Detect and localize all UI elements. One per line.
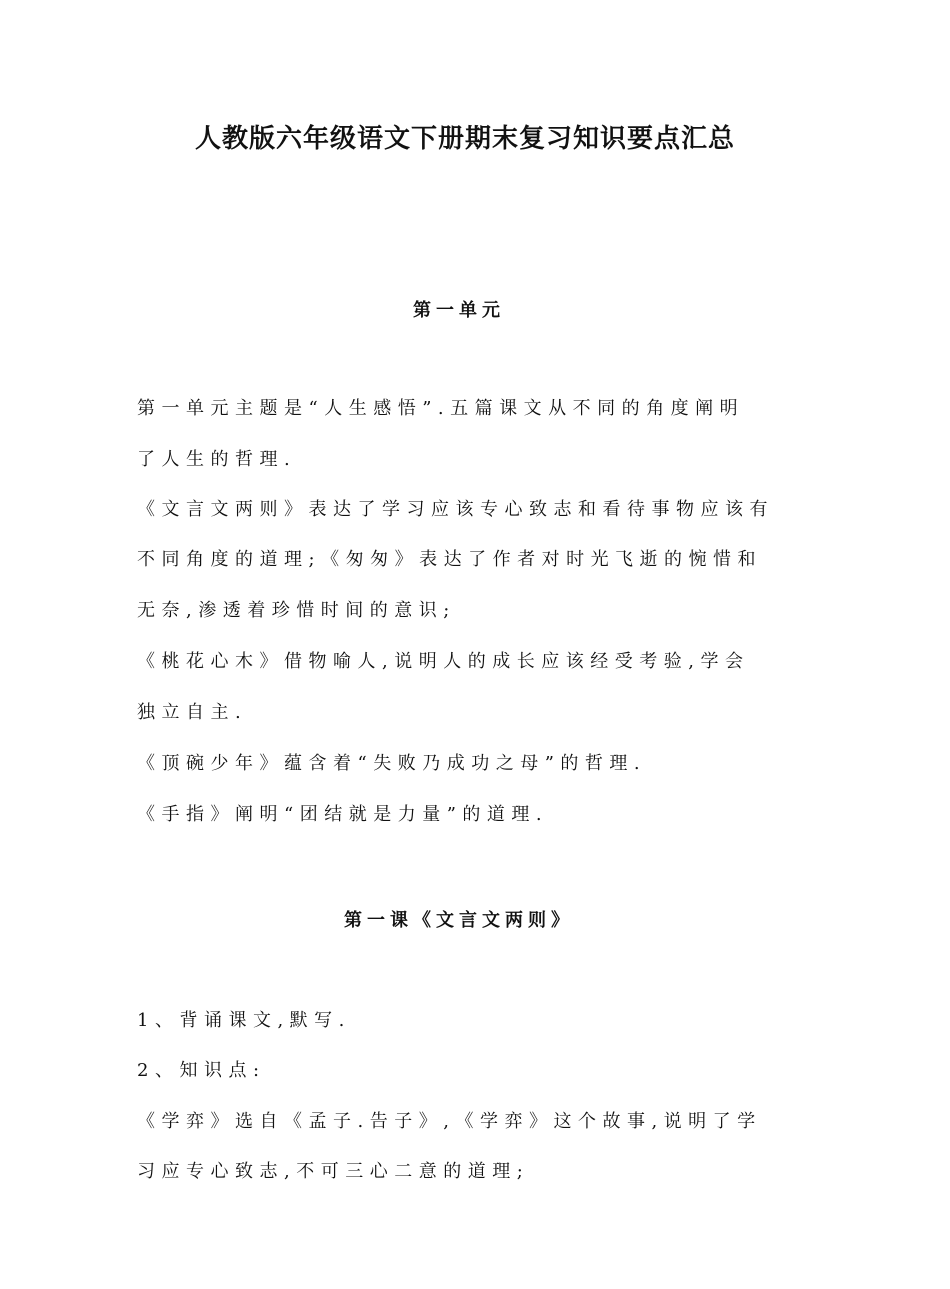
unit-paragraph-line: 《桃花心木》借物喻人,说明人的成长应该经受考验,学会 — [137, 651, 750, 672]
unit-paragraph-line: 不同角度的道理;《匆匆》表达了作者对时光飞逝的惋惜和 — [137, 549, 763, 570]
unit-paragraph-line: 《手指》阐明“团结就是力量”的道理. — [137, 804, 549, 825]
unit-paragraph-line: 第一单元主题是“人生感悟”.五篇课文从不同的角度阐明 — [137, 398, 745, 419]
unit-paragraph-line: 独立自主. — [137, 702, 248, 723]
lesson-heading: 第一课《文言文两则》 — [344, 910, 574, 931]
unit-paragraph-line: 了人生的哲理. — [137, 449, 297, 470]
lesson-line: 1、背诵课文,默写. — [137, 1010, 351, 1031]
unit-heading: 第一单元 — [413, 300, 505, 321]
lesson-line: 《学弈》选自《孟子.告子》,《学弈》这个故事,说明了学 — [137, 1111, 762, 1132]
lesson-line: 2、知识点: — [137, 1060, 266, 1081]
unit-paragraph-line: 《文言文两则》表达了学习应该专心致志和看待事物应该有 — [137, 499, 774, 520]
lesson-line: 习应专心致志,不可三心二意的道理; — [137, 1161, 530, 1182]
unit-paragraph-line: 《顶碗少年》蕴含着“失败乃成功之母”的哲理. — [137, 753, 647, 774]
document-title: 人教版六年级语文下册期末复习知识要点汇总 — [194, 124, 735, 154]
unit-paragraph-line: 无奈,渗透着珍惜时间的意识; — [137, 600, 456, 621]
